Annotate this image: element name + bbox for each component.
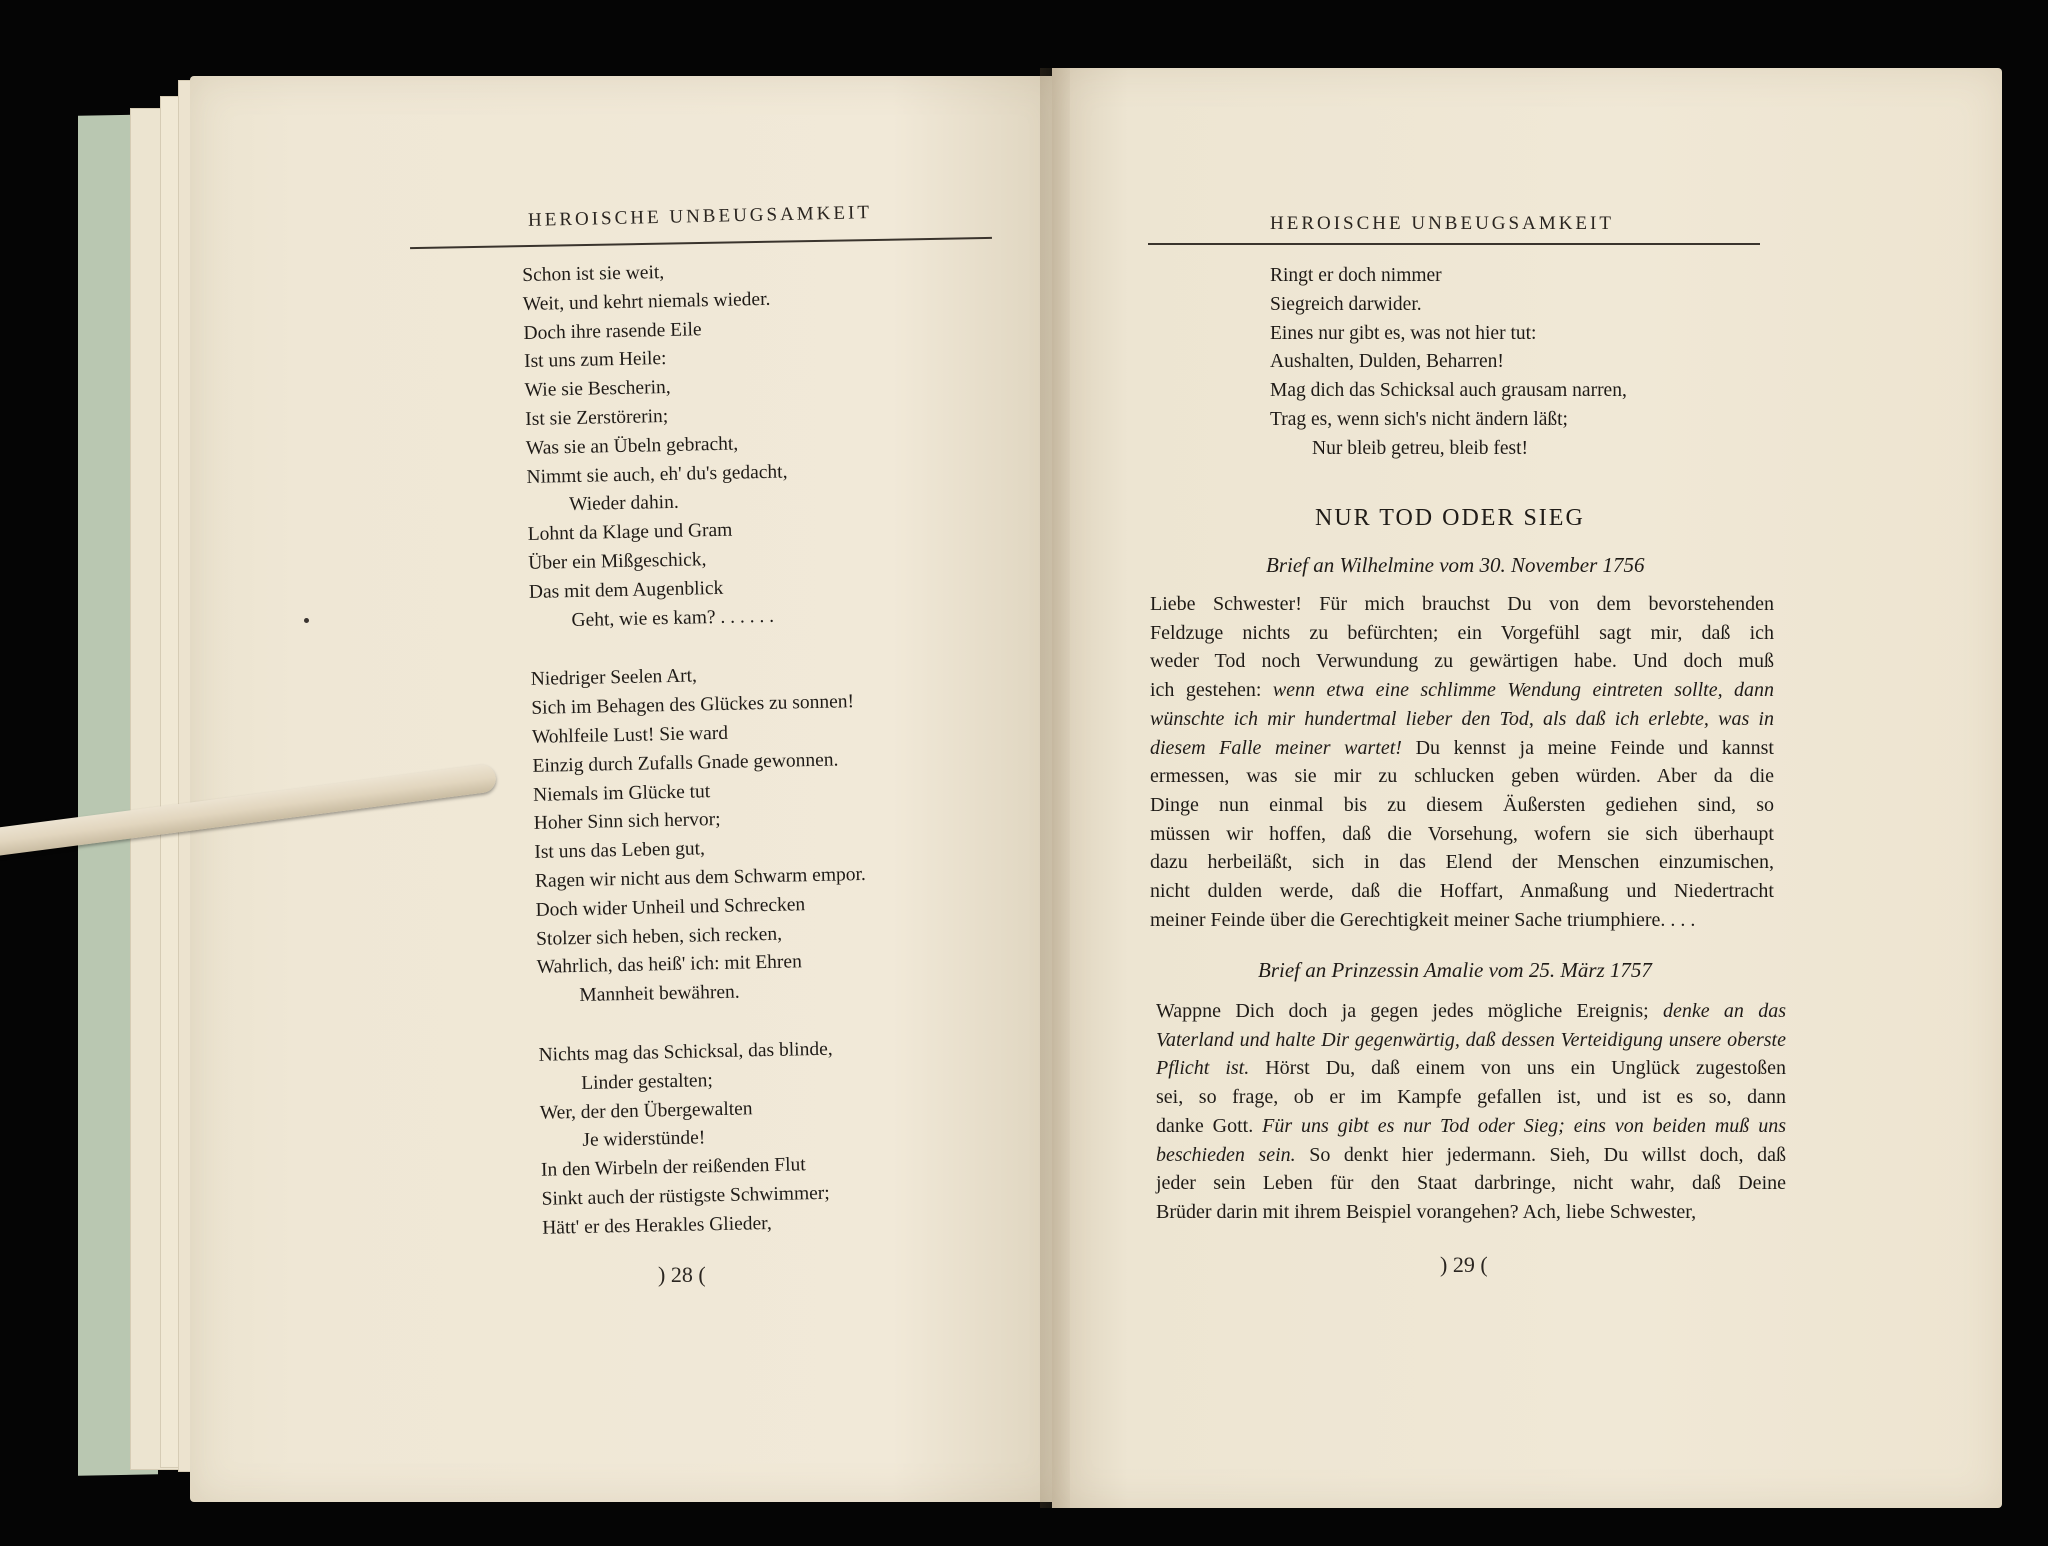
poem-right xyxy=(1270,262,1627,464)
body-text: Wappne Dich doch ja gegen jedes mögliche Ereignis; xyxy=(1156,1000,1663,1022)
body-text: dazu herbeiläßt, sich in das Elend der Menschen einzumischen, xyxy=(1150,851,1774,874)
verse-line: In den Wirbeln der reißenden Flut xyxy=(540,1154,806,1181)
body-text: Feldzuge nichts zu befürchten; ein Vorgefühl sagt mir, daß ich xyxy=(1150,621,1774,644)
prose-line xyxy=(1156,1141,1786,1170)
verse-line: Wohlfeile Lust! Sie ward xyxy=(531,722,729,748)
verse-line: Ist sie Zerstörerin; xyxy=(525,405,669,430)
verse-line: Doch ihre rasende Eile xyxy=(523,318,702,344)
prose-line xyxy=(1150,906,1774,935)
verse-line: Nichts mag das Schicksal, das blinde, xyxy=(538,1038,833,1066)
verse-line: Siegreich darwider. xyxy=(1270,293,1422,315)
verse-line: Lohnt da Klage und Gram xyxy=(527,519,733,546)
body-text: Hörst Du, daß einem von uns ein Unglück zugestoßen xyxy=(1249,1057,1786,1080)
verse-line: Doch wider Unheil und Schrecken xyxy=(535,893,806,921)
emphasis-text: Pflicht ist. xyxy=(1156,1057,1250,1080)
verse-line: Ragen wir nicht aus dem Schwarm empor. xyxy=(534,863,867,892)
prose-line xyxy=(1156,1054,1786,1083)
section-title: NUR TOD ODER SIEG xyxy=(1315,505,1585,531)
letter-heading-2: Brief an Prinzessin Amalie vom 25. März 1757 xyxy=(1258,958,1652,982)
prose-line xyxy=(1150,791,1774,820)
body-text: ermessen, was sie mir zu schlucken geben würden. Aber da die xyxy=(1150,765,1774,788)
letter-heading-1: Brief an Wilhelmine vom 30. November 1756 xyxy=(1266,553,1645,577)
poem-left xyxy=(522,255,873,1243)
prose-line xyxy=(1150,734,1774,763)
prose-line xyxy=(1150,820,1774,849)
verse-line: Nimmt sie auch, eh' du's gedacht, xyxy=(526,461,788,488)
emphasis-text: Für uns gibt es nur Tod oder Sieg; eins von beiden muß uns xyxy=(1262,1114,1786,1137)
prose-line xyxy=(1156,1198,1786,1227)
body-text: Liebe Schwester! Für mich brauchst Du von dem bevorstehenden xyxy=(1150,593,1774,615)
letter-body-2 xyxy=(1156,997,1786,1227)
body-text: müssen wir hoffen, daß die Vorsehung, wofern sie sich überhaupt xyxy=(1150,822,1774,845)
body-text: jeder sein Leben für den Staat darbringe, nicht wahr, daß Deine xyxy=(1156,1172,1786,1195)
prose-line xyxy=(1150,590,1774,619)
body-text: Brüder darin mit ihrem Beispiel vorangehen? Ach, liebe Schwester, xyxy=(1156,1200,1697,1223)
prose-line xyxy=(1156,997,1786,1026)
speck xyxy=(304,618,309,623)
emphasis-text: beschieden sein. xyxy=(1156,1143,1296,1166)
verse-line: Hätt' er des Herakles Glieder, xyxy=(542,1212,772,1239)
verse-line: Was sie an Übeln gebracht, xyxy=(525,433,739,459)
verse-line: Eines nur gibt es, was not hier tut: xyxy=(1270,322,1537,344)
body-text: nicht dulden werde, daß die Hoffart, Anmaßung und Niedertracht xyxy=(1150,880,1774,903)
verse-line: Geht, wie es kam? . . . . . . xyxy=(571,605,775,631)
verse-line: Sinkt auch der rüstigste Schwimmer; xyxy=(541,1182,830,1210)
body-text: Du kennst ja meine Feinde und kannst xyxy=(1401,736,1774,759)
verse-line: Niemals im Glücke tut xyxy=(532,780,711,806)
verse-line: Stolzer sich heben, sich recken, xyxy=(535,923,783,950)
prose-line xyxy=(1150,647,1774,676)
emphasis-text: denke an das xyxy=(1663,1000,1786,1022)
prose-line xyxy=(1150,848,1774,877)
verse-line: Mag dich das Schicksal auch grausam narren, xyxy=(1270,380,1627,402)
prose-line xyxy=(1156,1112,1786,1141)
verse-line: Trag es, wenn sich's nicht ändern läßt; xyxy=(1270,408,1568,430)
page-number-right: ) 29 ( xyxy=(1440,1252,1488,1277)
verse-line: Sich im Behagen des Glückes zu sonnen! xyxy=(531,691,855,720)
verse-line: Linder gestalten; xyxy=(580,1069,713,1094)
prose-line xyxy=(1156,1083,1786,1112)
running-head-right: HEROISCHE UNBEUGSAMKEIT xyxy=(1270,213,1614,234)
verse-line: Ist uns zum Heile: xyxy=(523,348,667,373)
verse-line: Mannheit bewähren. xyxy=(579,981,740,1007)
emphasis-text: wenn etwa eine schlimme Wendung eintreten sollte, dann xyxy=(1272,679,1774,702)
body-text: meiner Feinde über die Gerechtigkeit meiner Sache triumphiere. . . . xyxy=(1150,908,1696,931)
prose-line xyxy=(1156,1169,1786,1198)
prose-line xyxy=(1150,676,1774,705)
verse-line: Wieder dahin. xyxy=(568,492,679,516)
verse-line: Über ein Mißgeschick, xyxy=(528,549,707,574)
verse-line: Das mit dem Augenblick xyxy=(528,577,724,603)
verse-line: Niedriger Seelen Art, xyxy=(530,665,698,691)
letter-body-1 xyxy=(1150,590,1774,934)
prose-line xyxy=(1150,619,1774,648)
body-text: ich gestehen: xyxy=(1150,679,1273,702)
verse-line: Nur bleib getreu, bleib fest! xyxy=(1312,437,1529,459)
prose-line xyxy=(1150,877,1774,906)
verse-line: Ist uns das Leben gut, xyxy=(534,838,706,864)
body-text: Dinge nun einmal bis zu diesem Äußersten gediehen sind, so xyxy=(1150,793,1774,816)
verse-line: Schon ist sie weit, xyxy=(522,262,665,286)
emphasis-text: wünschte ich mir hundertmal lieber den Tod, als daß ich erlebte, was in xyxy=(1150,707,1774,730)
page-number-left: ) 28 ( xyxy=(658,1262,706,1287)
verse-line: Ringt er doch nimmer xyxy=(1270,265,1442,286)
prose-line xyxy=(1150,705,1774,734)
body-text: weder Tod noch Verwundung zu gewärtigen habe. Und doch muß xyxy=(1150,650,1774,673)
body-text: danke Gott. xyxy=(1156,1114,1263,1137)
verse-line: Je widerstünde! xyxy=(582,1127,706,1152)
gutter-shadow xyxy=(1040,68,1070,1508)
verse-line: Hoher Sinn sich hervor; xyxy=(533,809,721,835)
prose-line xyxy=(1156,1026,1786,1055)
running-head-left: HEROISCHE UNBEUGSAMKEIT xyxy=(527,202,873,231)
body-text: sei, so frage, ob er im Kampfe gefallen ist, und ist es so, dann xyxy=(1156,1086,1786,1109)
verse-line: Einzig durch Zufalls Gnade gewonnen. xyxy=(532,749,839,777)
body-text: So denkt hier jedermann. Sieh, Du willst doch, daß xyxy=(1295,1143,1786,1166)
prose-line xyxy=(1150,762,1774,791)
verse-line: Wer, der den Übergewalten xyxy=(539,1097,753,1124)
emphasis-text: diesem Falle meiner wartet! xyxy=(1150,736,1402,759)
verse-line: Wahrlich, das heiß' ich: mit Ehren xyxy=(536,951,803,979)
header-rule-right xyxy=(1148,243,1760,245)
verse-line: Aushalten, Dulden, Beharren! xyxy=(1270,351,1504,373)
emphasis-text: Vaterland und halte Dir gegenwärtig, daß dessen Verteidigung unsere oberste xyxy=(1156,1028,1786,1051)
verse-line: Wie sie Bescherin, xyxy=(524,377,671,402)
verse-line: Weit, und kehrt niemals wieder. xyxy=(522,288,771,315)
